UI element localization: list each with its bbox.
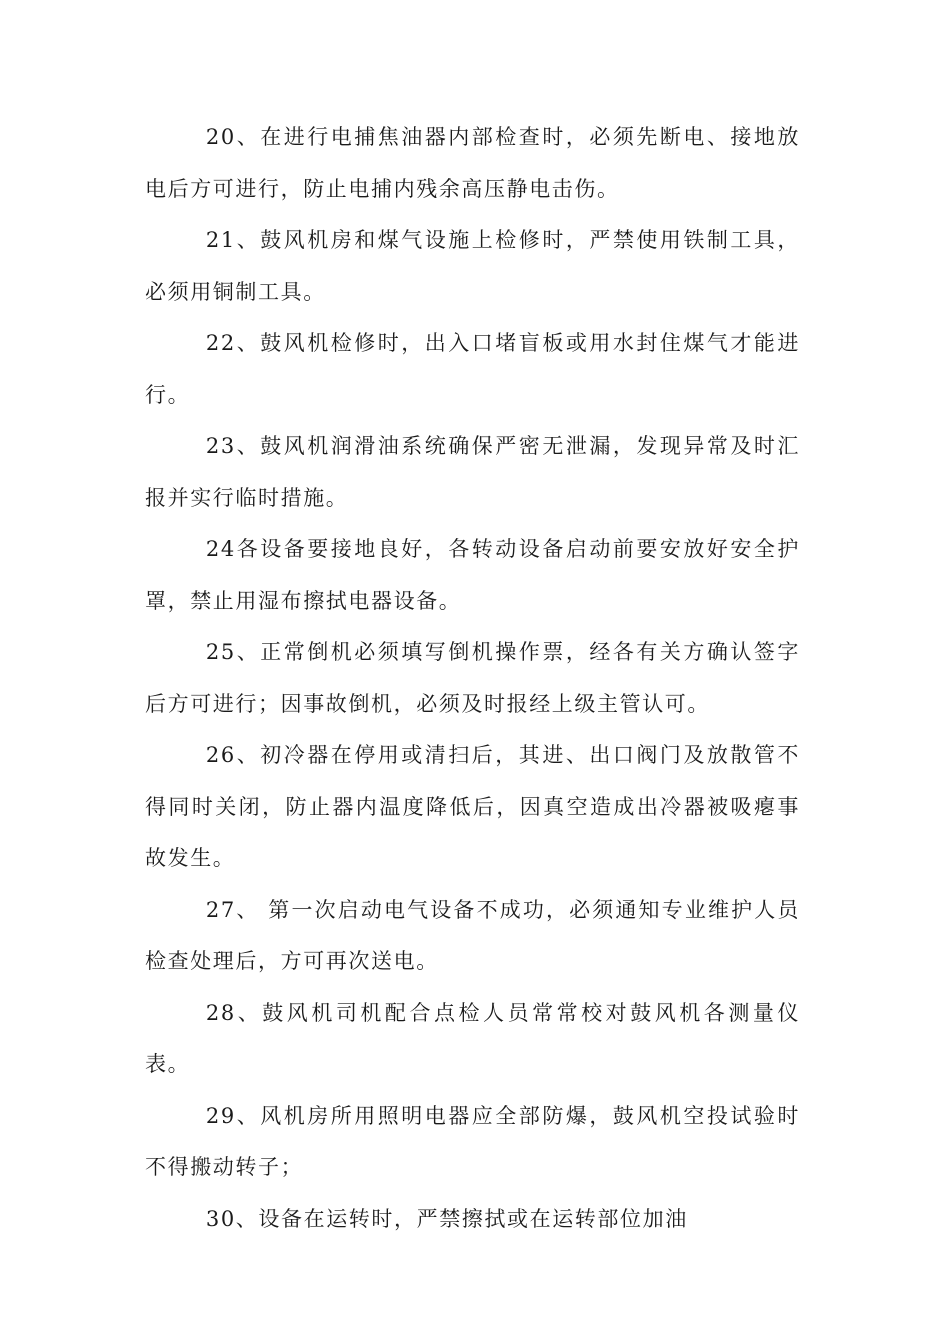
paragraph-30: 30、设备在运转时，严禁擦拭或在运转部位加油 bbox=[205, 1206, 688, 1231]
paragraph-21: 21、鼓风机房和煤气设施上检修时，严禁使用铁制工具，必须用铜制工具。 bbox=[145, 228, 800, 304]
paragraph-29: 29、风机房所用照明电器应全部防爆，鼓风机空投试验时不得搬动转子； bbox=[145, 1103, 800, 1179]
paragraph-20: 20、在进行电捕焦油器内部检查时，必须先断电、接地放电后方可进行，防止电捕内残余高压静电击伤。 bbox=[145, 125, 800, 201]
paragraph-27: 27、 第一次启动电气设备不成功，必须通知专业维护人员检查处理后，方可再次送电。 bbox=[145, 897, 800, 973]
paragraph-23: 23、鼓风机润滑油系统确保严密无泄漏，发现异常及时汇报并实行临时措施。 bbox=[145, 434, 800, 510]
paragraph-25: 25、正常倒机必须填写倒机操作票，经各有关方确认签字后方可进行；因事故倒机，必须及时报经上级主管认可。 bbox=[145, 640, 800, 716]
paragraph-28: 28、鼓风机司机配合点检人员常常校对鼓风机各测量仪表。 bbox=[145, 1000, 800, 1076]
paragraph-24: 24各设备要接地良好，各转动设备启动前要安放好安全护罩，禁止用湿布擦拭电器设备。 bbox=[145, 537, 800, 613]
paragraph-22: 22、鼓风机检修时，出入口堵盲板或用水封住煤气才能进行。 bbox=[145, 331, 800, 407]
document-body bbox=[145, 112, 800, 1245]
paragraph-26: 26、初冷器在停用或清扫后，其进、出口阀门及放散管不得同时关闭，防止器内温度降低后，因真空造成出冷器被吸瘪事故发生。 bbox=[145, 743, 800, 870]
